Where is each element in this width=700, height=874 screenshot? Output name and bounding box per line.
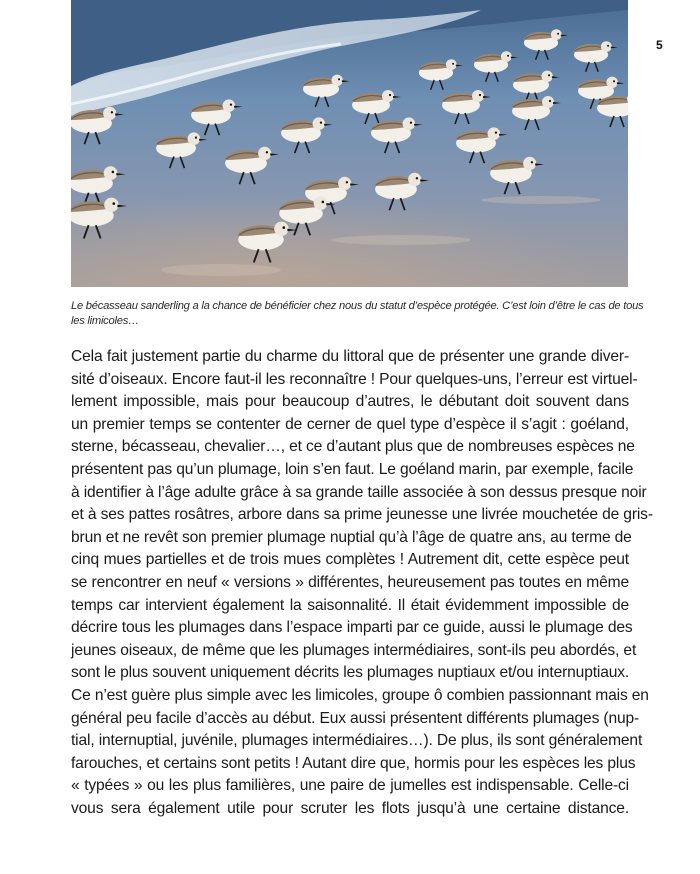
page-number: 5 [656, 38, 663, 52]
body-line: Cela fait justement partie du charme du littoral que de présenter une grande diver- [71, 348, 629, 365]
body-line: sité d’oiseaux. Encore faut-il les reconnaître ! Pour quelques-uns, l’erreur est virtuel- [71, 370, 638, 388]
body-line: tial, internuptial, juvénile, plumages intermédiaires…). De plus, ils sont généralement [71, 732, 643, 750]
body-line: brun et ne revêt son premier plumage nuptial qu’à l’âge de quatre ans, au terme de [71, 528, 632, 546]
caption-line: les limicoles… [71, 315, 139, 327]
body-line: farouches, et certains sont petits ! Autant dire que, hormis pour les espèces les plus [71, 754, 636, 772]
body-line: décrire tous les plumages dans l’espace imparti par ce guide, aussi le plumage des [71, 619, 633, 637]
body-line: et à ses pattes rosâtres, arbore dans sa prime jeunesse une livrée mouchetée de gris- [71, 506, 653, 524]
body-line: se rencontrer en neuf « versions » différentes, heureusement pas toutes en même [71, 573, 629, 591]
body-line: vous sera également utile pour scruter les flots jusqu’à une certaine distance. [71, 799, 629, 817]
body-paragraph [71, 346, 653, 820]
body-line: général peu facile d’accès au début. Eux aussi présentent différents plumages (nup- [71, 709, 640, 727]
body-line: sont le plus souvent uniquement décrits les plumages nuptiaux et/ou internuptiaux. [71, 664, 630, 682]
sanderling-photo [71, 0, 628, 287]
photo-caption [71, 299, 644, 329]
body-line: sterne, bécasseau, chevalier…, et ce d’autant plus que de nombreuses espèces ne [71, 438, 635, 456]
body-line: jeunes oiseaux, de même que les plumages intermédiaires, sont-ils peu abordés, et [71, 641, 637, 659]
body-line: cinq mues partielles et de trois mues complètes ! Autrement dit, cette espèce peut [71, 551, 629, 569]
body-line: présentent pas qu’un plumage, loin s’en faut. Le goéland marin, par exemple, facile [71, 460, 634, 478]
body-line: un premier temps se contenter de cerner de quel type d’espèce il s’agit : goéland, [71, 415, 629, 433]
body-line: temps car intervient également la saisonnalité. Il était évidemment impossible de [71, 596, 629, 614]
body-line: à identifier à l’âge adulte grâce à sa grande taille associée à son dessus presque noir [71, 483, 647, 501]
body-line: lement impossible, mais pour beaucoup d’autres, le débutant doit souvent dans [71, 393, 629, 411]
body-line: Ce n’est guère plus simple avec les limicoles, groupe ô combien passionnant mais en [71, 686, 649, 704]
body-line: « typées » ou les plus familières, une paire de jumelles est indispensable. Celle-ci [71, 777, 629, 795]
caption-line: Le bécasseau sanderling a la chance de bénéficier chez nous du statut d’espèce protégée. C’est loin d’être le cas de tous [71, 300, 644, 312]
